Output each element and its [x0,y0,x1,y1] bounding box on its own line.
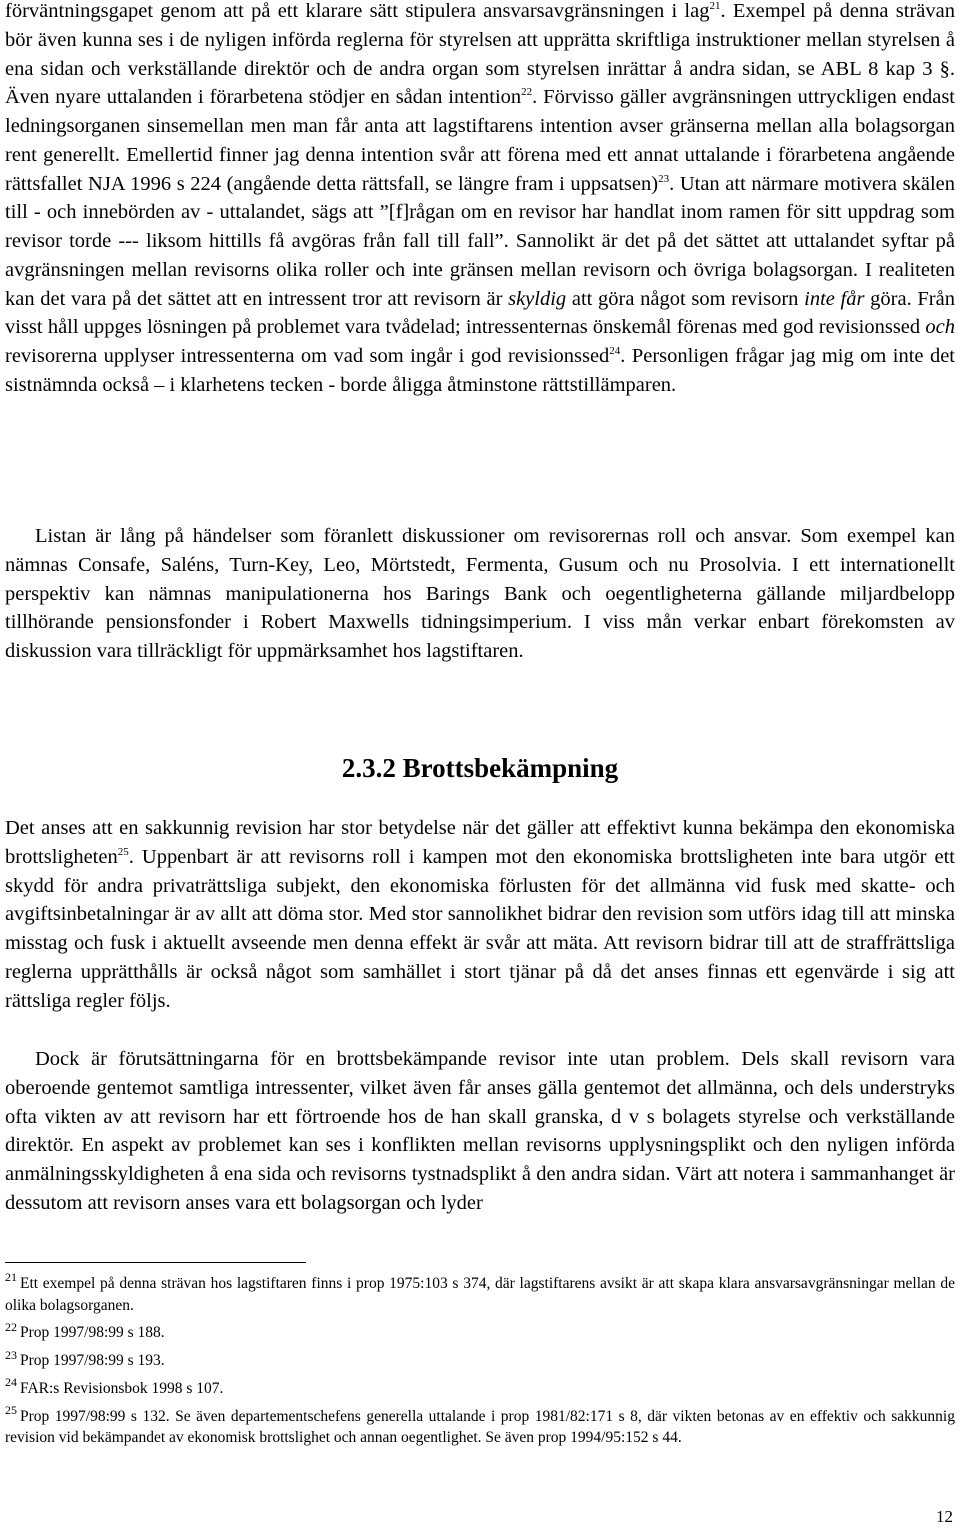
footnote-number: 21 [5,1270,17,1285]
footnote-text: Prop 1997/98:99 s 132. Se även departementschefens generella uttalande i prop 1981/82:171 s 8, där vikten betonas av en effektiv och sakkunnig revision vid bekämpandet av ekonomisk brottslighet och annan oegentlighet. Se även prop 1994/95:152 s 44. [5,1407,955,1447]
text-run: . Personligen frågar jag mig om inte det sistnämnda också – i klarhetens tecken - borde åligga åtminstone rättstillämparen. [5,345,955,396]
footnote [5,1347,955,1372]
section-heading: 2.3.2 Brottsbekämpning [341,753,619,783]
text-run: Listan är lång på händelser som föranlett diskussioner om revisorernas roll och ansvar. Som exempel kan nämnas Consafe, Saléns, Turn-Key, Leo, Mörtstedt, Fermenta, Gusum och nu Prosolvia. I ett internationellt perspektiv kan nämnas manipulationerna hos Barings Bank och oegentligheterna gällande miljardbelopp tillhörande pensionsfonder i Robert Maxwells tidningsimperium. I viss mån verkar enbart förekomsten av diskussion vara tillräckligt för uppmärksamhet hos lagstiftaren. [5,525,955,662]
paragraph-4 [5,1045,955,1218]
text-run: . Exempel på denna strävan bör även kunna ses i de nyligen införda reglerna för styrelsen att upprätta skriftliga instruktioner mellan styrelsen å ena sidan och verkställande direktör och de andra organ som styrelsen inrättar å andra sidan, se ABL 8 kap 3 §. Även nyare uttalanden i förarbetena stödjer en sådan intention [5,0,955,109]
paragraph-2 [5,522,955,666]
emphasis-text: och [925,316,955,339]
emphasis-text: skyldig [508,287,567,310]
text-run: Dock är förutsättningarna för en brottsbekämpande revisor inte utan problem. Dels skall revisorn vara oberoende gentemot samtliga intressenter, vilket även får anses gälla gentemot det allmänna, och dels understryks ofta vikten av att revisorn har ett förtroende hos de han skall granska, d v s bolagets styrelse och verkställande direktör. En aspekt av problemet kan ses i konflikten mellan revisorns upplysningsplikt och den nyligen införda anmälningsskyldigheten å ena sida och revisorns tystnadsplikt å den andra sidan. Värt att notera i sammanhanget är dessutom att revisorn anses vara ett bolagsorgan och lyder [5,1048,955,1214]
footnotes [5,1270,955,1455]
footnote-number: 23 [5,1347,17,1362]
footnote [5,1375,955,1400]
footnote-number: 22 [5,1319,17,1334]
footnote-text: Ett exempel på denna strävan hos lagstiftaren finns i prop 1975:103 s 374, där lagstiftarens avsikt är att skapa klara ansvarsavgränsningar mellan de olika bolagsorganen. [5,1275,955,1314]
text-run: göra. Från visst håll uppges lösningen på problemet vara tvådelad; intressenternas önskemål förenas med god revisionssed [5,287,955,339]
footnote [5,1270,955,1316]
paragraph-3 [5,814,955,1015]
footnote-divider [5,1262,306,1263]
footnote-ref: 23 [658,172,670,185]
footnote-text: Prop 1997/98:99 s 188. [20,1324,165,1342]
footnote-number: 24 [5,1375,17,1390]
page-number: 12 [936,1507,953,1526]
footnote-ref: 21 [709,0,721,12]
text-run: revisorerna upplyser intressenterna om vad som ingår i god revisionssed [5,345,610,367]
text-run: . Förvisso gäller avgränsningen uttryckligen endast ledningsorganen sinsemellan men man får anta att lagstiftarens intention avser gränserna mellan alla bolagsorgan rent generellt. Emellertid finner jag denna intention svår att förena med ett annat uttalande i förarbetena angående rättsfallet NJA 1996 s 224 (angående detta rättsfall, se längre fram i uppsatsen) [5,86,955,195]
footnote-text: FAR:s Revisionsbok 1998 s 107. [20,1379,224,1397]
paragraph-1 [5,0,955,400]
emphasis-text: inte får [804,287,865,310]
text-run: Det anses att en sakkunnig revision har stor betydelse när det gäller att effektivt kunna bekämpa den ekonomiska brottsligheten [5,817,955,868]
footnote-ref: 22 [521,86,533,98]
footnote-ref: 25 [117,845,129,858]
footnote-number: 25 [5,1402,17,1417]
footnote-text: Prop 1997/98:99 s 193. [20,1352,165,1370]
text-run: . Uppenbart är att revisorns roll i kampen mot den ekonomiska brottsligheten inte bara utgör ett skydd för andra privaträttsliga subjekt, den ekonomiska förlusten för det allmänna vid fusk med skatte- och avgiftsinbetalningar är av allt att döma stor. Med stor sannolikhet bidrar den revision som utförs idag till att minska misstag och fusk i aktuellt avseende men denna effekt är svår att mäta. Att revisorn bidrar till att de straffrättsliga reglerna upprätthålls är också något som samhället i stort tjänar på då det anses finnas ett egenvärde i sig att rättsliga regler följs. [5,845,955,1012]
text-run: förväntningsgapet genom att på ett klarare sätt stipulera ansvarsavgränsningen i lag [5,0,710,22]
text-run: att göra något som revisorn [566,287,805,310]
footnote [5,1319,955,1344]
text-run: . Utan att närmare motivera skälen till - och innebörden av - uttalandet, sägs att ”[f]rågan om en revisor har handlat inom ramen för sitt uppdrag som revisor torde --- liksom hittills få avgöras från fall till fall”. Sannolikt är det på det sättet att uttalandet syftar på avgränsningen mellan revisorns olika roller och inte gränsen mellan revisorn och övriga bolagsorgan. I realiteten kan det vara på det sättet att en intressent tror att revisorn är [5,172,955,310]
footnote-ref: 24 [609,344,621,357]
footnote [5,1402,955,1449]
